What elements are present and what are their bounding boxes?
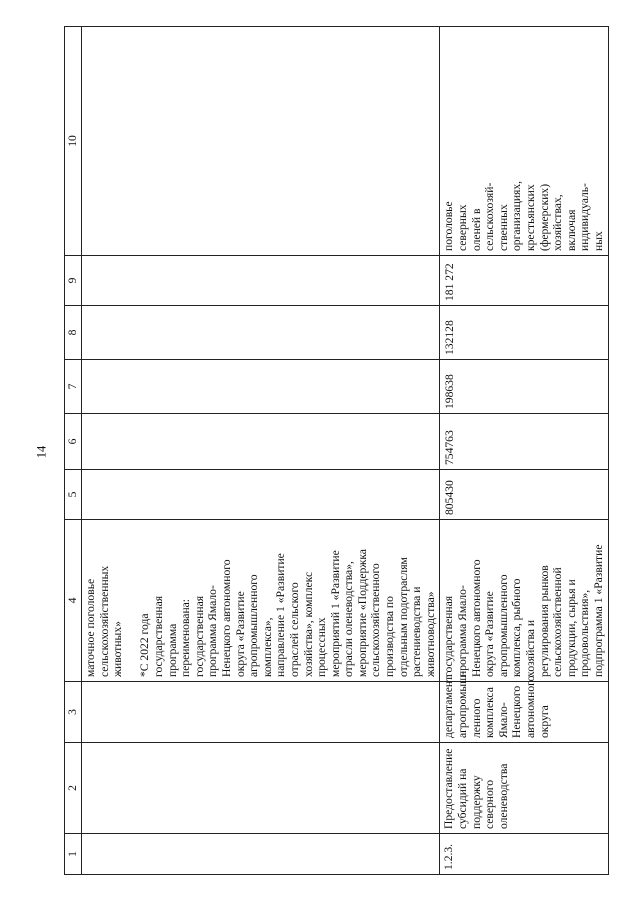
- column-number: 6: [65, 414, 82, 470]
- cell-number: 1.2.3.: [440, 834, 608, 875]
- cell-program: маточное поголовье сельскохозяйственных животных» *С 2022 года государственная программа переименована: государственная программа Ямало- Ненецкого автономного округа «Развитие агропромышленного комплекса», направление 1 «Развитие отраслей сельского хозяйства», комплекс процессных мероприятий 1 «Развитие отрасли оленеводства», мероприятие «Поддержка сельскохозяйственного производства по отдельным подотраслям растениеводства и животноводства»: [82, 520, 440, 682]
- column-number: 2: [65, 743, 82, 834]
- cell-value: 754763: [440, 414, 608, 470]
- column-number: 4: [65, 520, 82, 682]
- cell-value: [82, 256, 440, 306]
- column-number: 3: [65, 682, 82, 743]
- cell-value: 181 272: [440, 256, 608, 306]
- program-table: [64, 26, 609, 875]
- cell-measure: Предоставление субсидий на поддержку северного оленеводства: [440, 743, 608, 834]
- column-number: 5: [65, 470, 82, 520]
- column-number: 7: [65, 360, 82, 414]
- table-row: [82, 27, 440, 875]
- cell-value: 198638: [440, 360, 608, 414]
- cell-program: государственная программа Ямало- Ненецкого автономного округа «Развитие агропромышленного комплекса, рыбного хозяйства и регулирования рынков сельскохозяйственной продукции, сырья и продовольствия», подпрограмма 1 «Развитие: [440, 520, 608, 682]
- column-number: 10: [65, 27, 82, 256]
- page-number: 14: [34, 445, 49, 459]
- cell-indicator: поголовье северных оленей в сельскохозяй- ственных организациях, крестьянских (фермерских) хозяйствах, включая индивидуаль- ных: [440, 27, 608, 256]
- cell-value: [82, 470, 440, 520]
- cell-indicator: [82, 27, 440, 256]
- cell-executor: департамент агропромыш- ленного комплекса Ямало- Ненецкого автономного округа: [440, 682, 608, 743]
- cell-number: [82, 834, 440, 875]
- column-number: 9: [65, 256, 82, 306]
- cell-value: 805430: [440, 470, 608, 520]
- cell-executor: [82, 682, 440, 743]
- cell-measure: [82, 743, 440, 834]
- table-row: [440, 27, 608, 875]
- cell-value: [82, 414, 440, 470]
- cell-value: 132128: [440, 306, 608, 360]
- cell-value: [82, 360, 440, 414]
- column-number: 8: [65, 306, 82, 360]
- column-number-row: [65, 27, 82, 875]
- rotated-table-container: [64, 27, 605, 875]
- column-number: 1: [65, 834, 82, 875]
- cell-value: [82, 306, 440, 360]
